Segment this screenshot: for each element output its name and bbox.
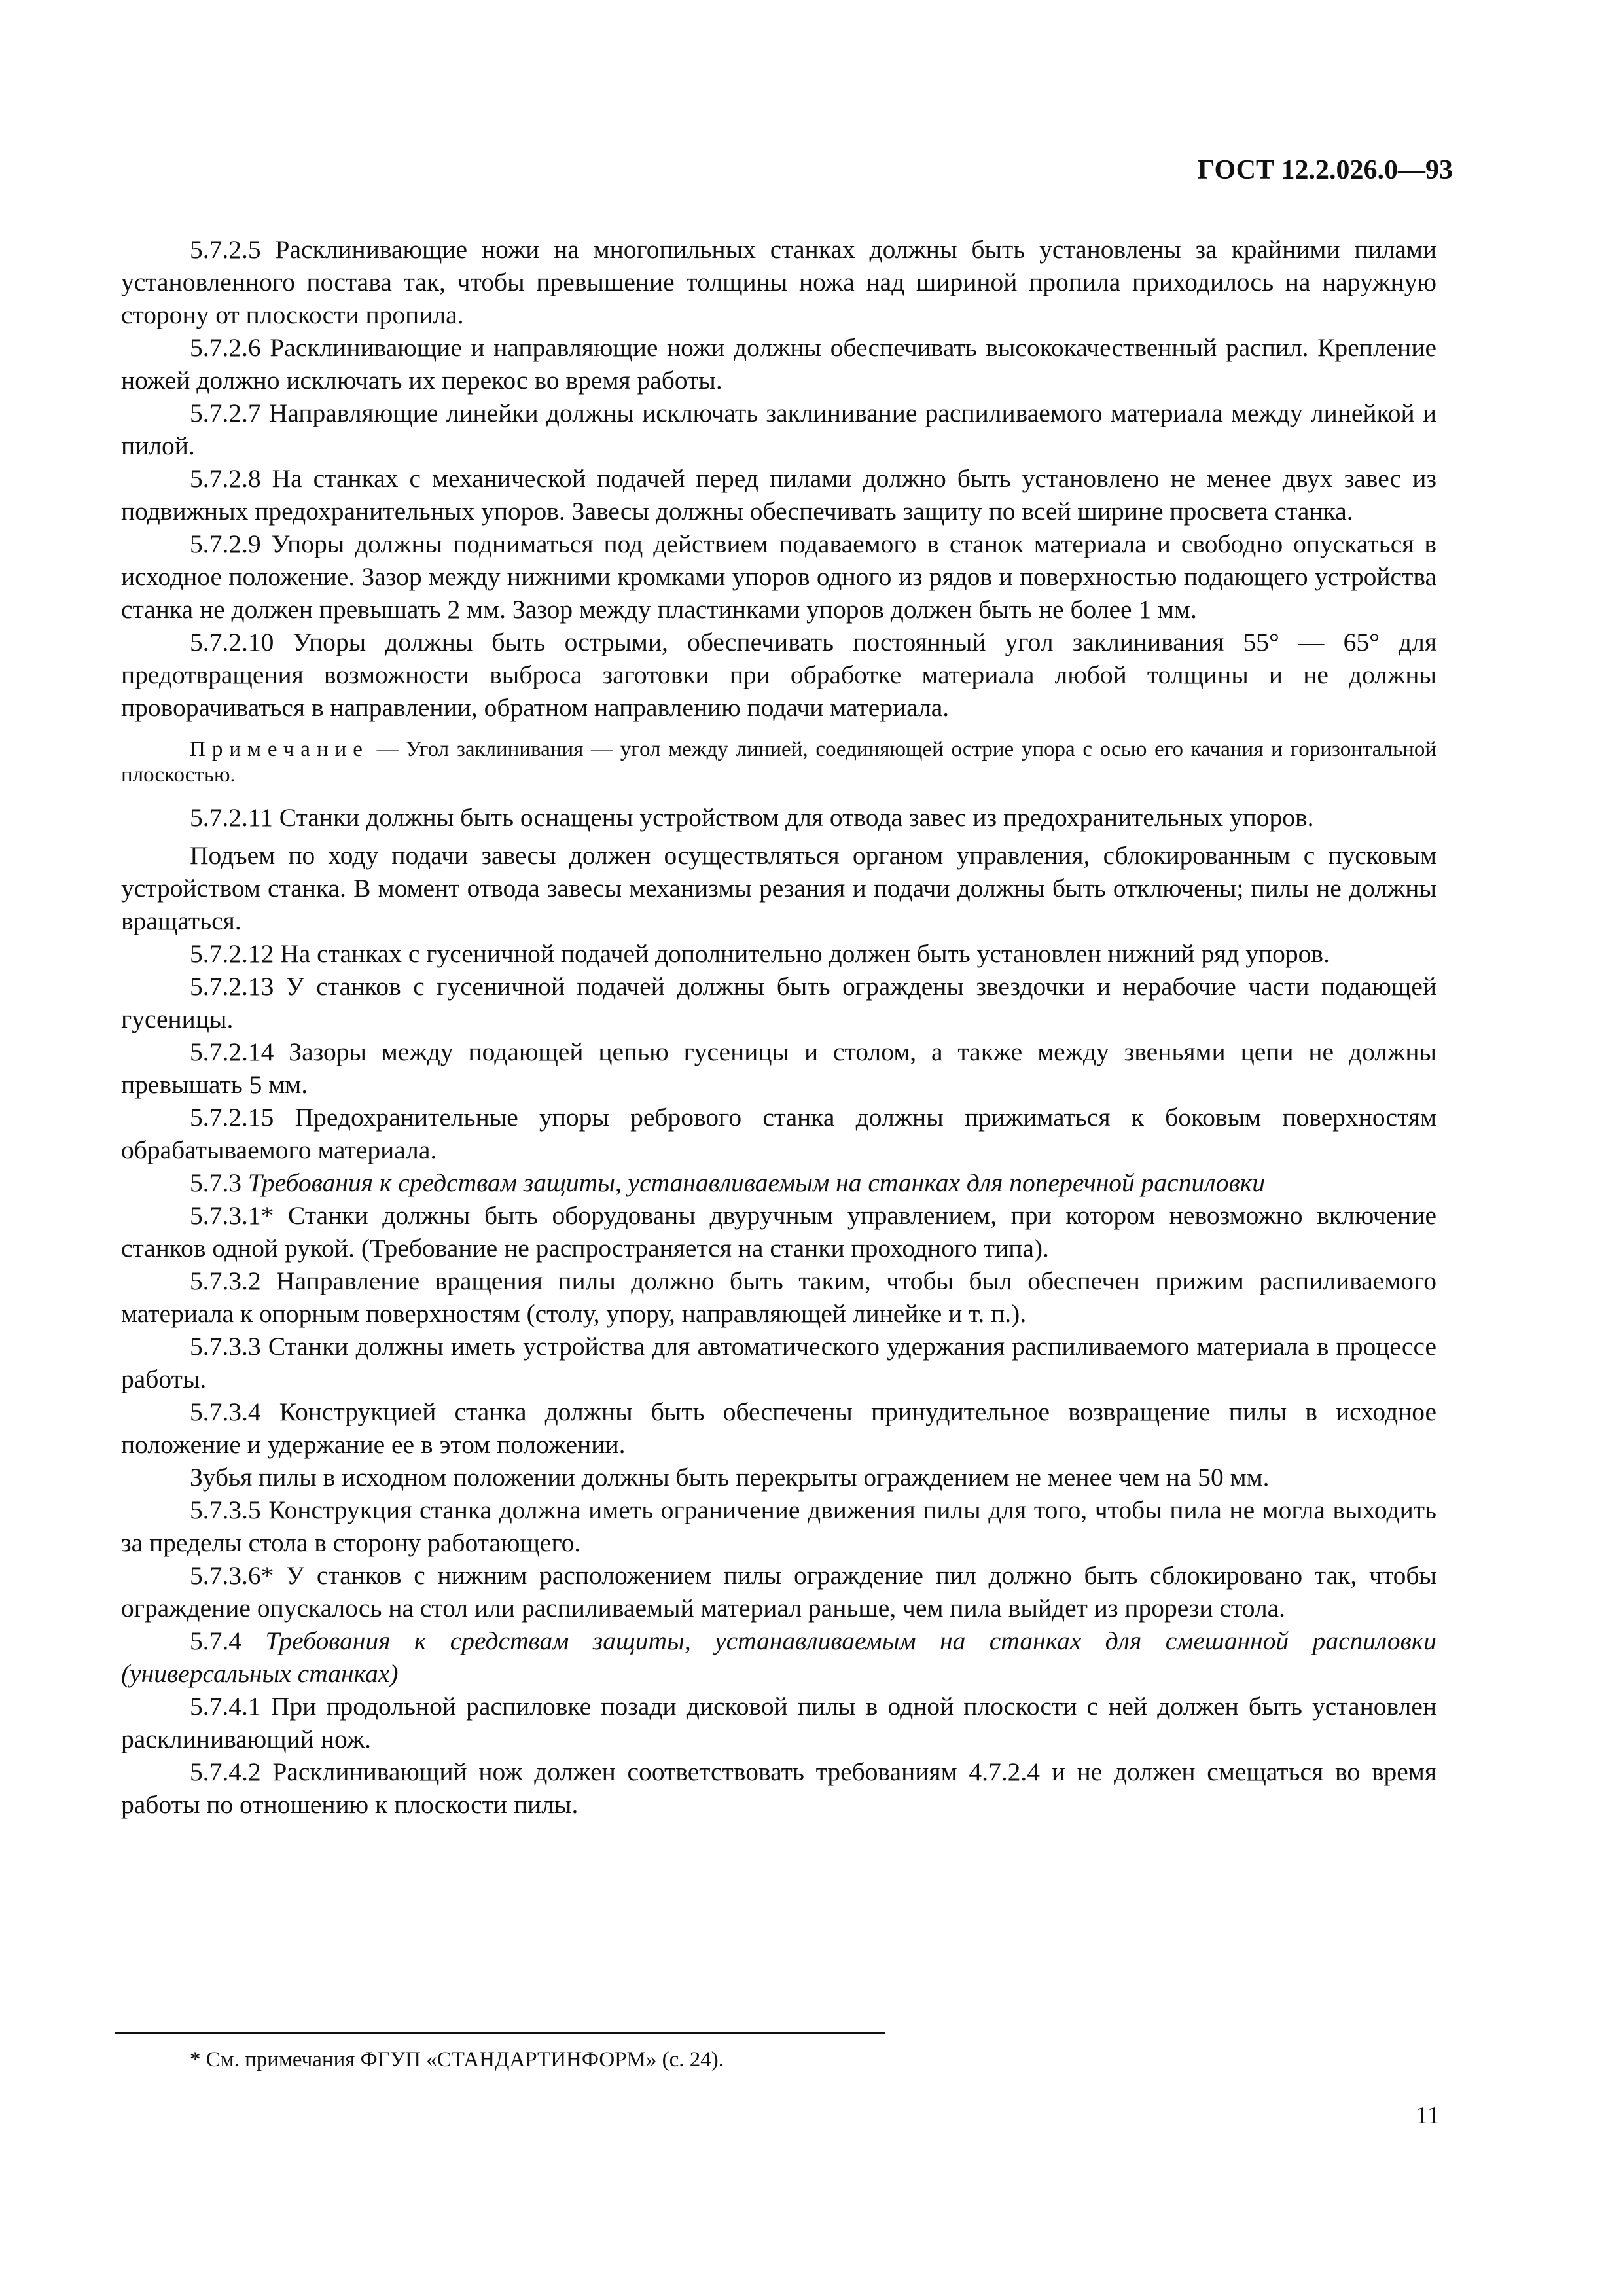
page-number: 11: [1416, 2102, 1440, 2129]
paragraph-5-7-2-7: 5.7.2.7 Направляющие линейки должны исключать заклинивание распиливаемого материала между линейкой и пилой.: [121, 399, 1436, 460]
paragraph-5-7-3-3: 5.7.3.3 Станки должны иметь устройства для автоматического удержания распиливаемого материала в процессе работы.: [121, 1332, 1436, 1393]
note-text: — Угол заклинивания — угол между линией, соединяющей острие упора с осью его качания и горизонтальной плоскостью.: [121, 738, 1436, 787]
section-number-5-7-4: 5.7.4: [190, 1626, 266, 1655]
paragraph-5-7-3-2: 5.7.3.2 Направление вращения пилы должно быть таким, чтобы был обеспечен прижим распиливаемого материала к опорным поверхностям (столу, упору, направляющей линейке и т. п.).: [121, 1266, 1436, 1328]
document-body: [121, 233, 1436, 1821]
note-paragraph: [121, 737, 1436, 788]
section-heading-5-7-4: [121, 1624, 1436, 1690]
footnote: * См. примечания ФГУП «СТАНДАРТИНФОРМ» (с. 24).: [190, 2048, 724, 2072]
paragraph-5-7-2-12: 5.7.2.12 На станках с гусеничной подачей дополнительно должен быть установлен нижний ряд упоров.: [190, 939, 1330, 968]
paragraph-5-7-2-9: 5.7.2.9 Упоры должны подниматься под действием подаваемого в станок материала и свободно опускаться в исходное положение. Зазор между нижними кромками упоров одного из рядов и поверхностью подающего устройства станка не должен превышать 2 мм. Зазор между пластинками упоров должен быть не более 1 мм.: [121, 529, 1436, 624]
paragraph-5-7-2-10: 5.7.2.10 Упоры должны быть острыми, обеспечивать постоянный угол заклинивания 55° — 65° для предотвращения возможности выброса заготовки при обработке материала любой толщины и не должны проворачиваться в направлении, обратном направлению подачи материала.: [121, 628, 1436, 722]
paragraph-5-7-2-14: 5.7.2.14 Зазоры между подающей цепью гусеницы и столом, а также между звеньями цепи не должны превышать 5 мм.: [121, 1037, 1436, 1099]
note-label: Примечание: [190, 738, 369, 761]
paragraph-5-7-2-13: 5.7.2.13 У станков с гусеничной подачей должны быть ограждены звездочки и нерабочие части подающей гусеницы.: [121, 972, 1436, 1033]
paragraph-5-7-3-4: 5.7.3.4 Конструкцией станка должны быть обеспечены принудительное возвращение пилы в исходное положение и удержание ее в этом положении.: [121, 1397, 1436, 1459]
paragraph-5-7-3-1: 5.7.3.1* Станки должны быть оборудованы двуручным управлением, при котором невозможно включение станков одной рукой. (Требование не распространяется на станки проходного типа).: [121, 1201, 1436, 1263]
section-heading-5-7-3: [121, 1166, 1436, 1199]
paragraph-5-7-2-11: 5.7.2.11 Станки должны быть оснащены устройством для отвода завес из предохранительных упоров.: [190, 803, 1314, 832]
paragraph-5-7-3-6: 5.7.3.6* У станков с нижним расположением пилы ограждение пил должно быть сблокировано так, чтобы ограждение опускалось на стол или распиливаемый материал раньше, чем пила выйдет из прорези стола.: [121, 1561, 1436, 1623]
paragraph-5-7-2-15: 5.7.2.15 Предохранительные упоры ребрового станка должны прижиматься к боковым поверхностям обрабатываемого материала.: [121, 1103, 1436, 1164]
paragraph-saw-teeth: Зубья пилы в исходном положении должны быть перекрыты ограждением не менее чем на 50 мм.: [190, 1463, 1270, 1492]
paragraph-5-7-4-2: 5.7.4.2 Расклинивающий нож должен соответствовать требованиям 4.7.2.4 и не должен смещаться во время работы по отношению к плоскости пилы.: [121, 1757, 1436, 1819]
document-header-code: ГОСТ 12.2.026.0—93: [1197, 155, 1453, 185]
paragraph-5-7-2-5: 5.7.2.5 Расклинивающие ножи на многопильных станках должны быть установлены за крайними пилами установленного постава так, чтобы превышение толщины ножа над шириной пропила приходилось на наружную сторону от плоскости пропила.: [121, 235, 1436, 329]
paragraph-5-7-4-1: 5.7.4.1 При продольной распиловке позади дисковой пилы в одной плоскости с ней должен быть установлен расклинивающий нож.: [121, 1692, 1436, 1753]
footnote-divider: [115, 2032, 885, 2034]
paragraph-5-7-2-8: 5.7.2.8 На станках с механической подачей перед пилами должно быть установлено не менее двух завес из подвижных предохранительных упоров. Завесы должны обеспечивать защиту по всей ширине просвета станка.: [121, 464, 1436, 526]
section-number-5-7-3: 5.7.3: [190, 1168, 248, 1197]
section-title-5-7-4: Требования к средствам защиты, устанавливаемым на станках для смешанной распиловки (универсальных станках): [121, 1626, 1436, 1688]
paragraph-5-7-3-5: 5.7.3.5 Конструкция станка должна иметь ограничение движения пилы для того, чтобы пила не могла выходить за пределы стола в сторону работающего.: [121, 1496, 1436, 1557]
section-title-5-7-3: Требования к средствам защиты, устанавливаемым на станках для поперечной распиловки: [247, 1168, 1266, 1197]
paragraph-curtain-lift: Подъем по ходу подачи завесы должен осуществляться органом управления, сблокированным с пусковым устройством станка. В момент отвода завесы механизмы резания и подачи должны быть отключены; пилы не должны вращаться.: [121, 841, 1436, 935]
paragraph-5-7-2-6: 5.7.2.6 Расклинивающие и направляющие ножи должны обеспечивать высококачественный распил. Крепление ножей должно исключать их перекос во время работы.: [121, 333, 1436, 395]
